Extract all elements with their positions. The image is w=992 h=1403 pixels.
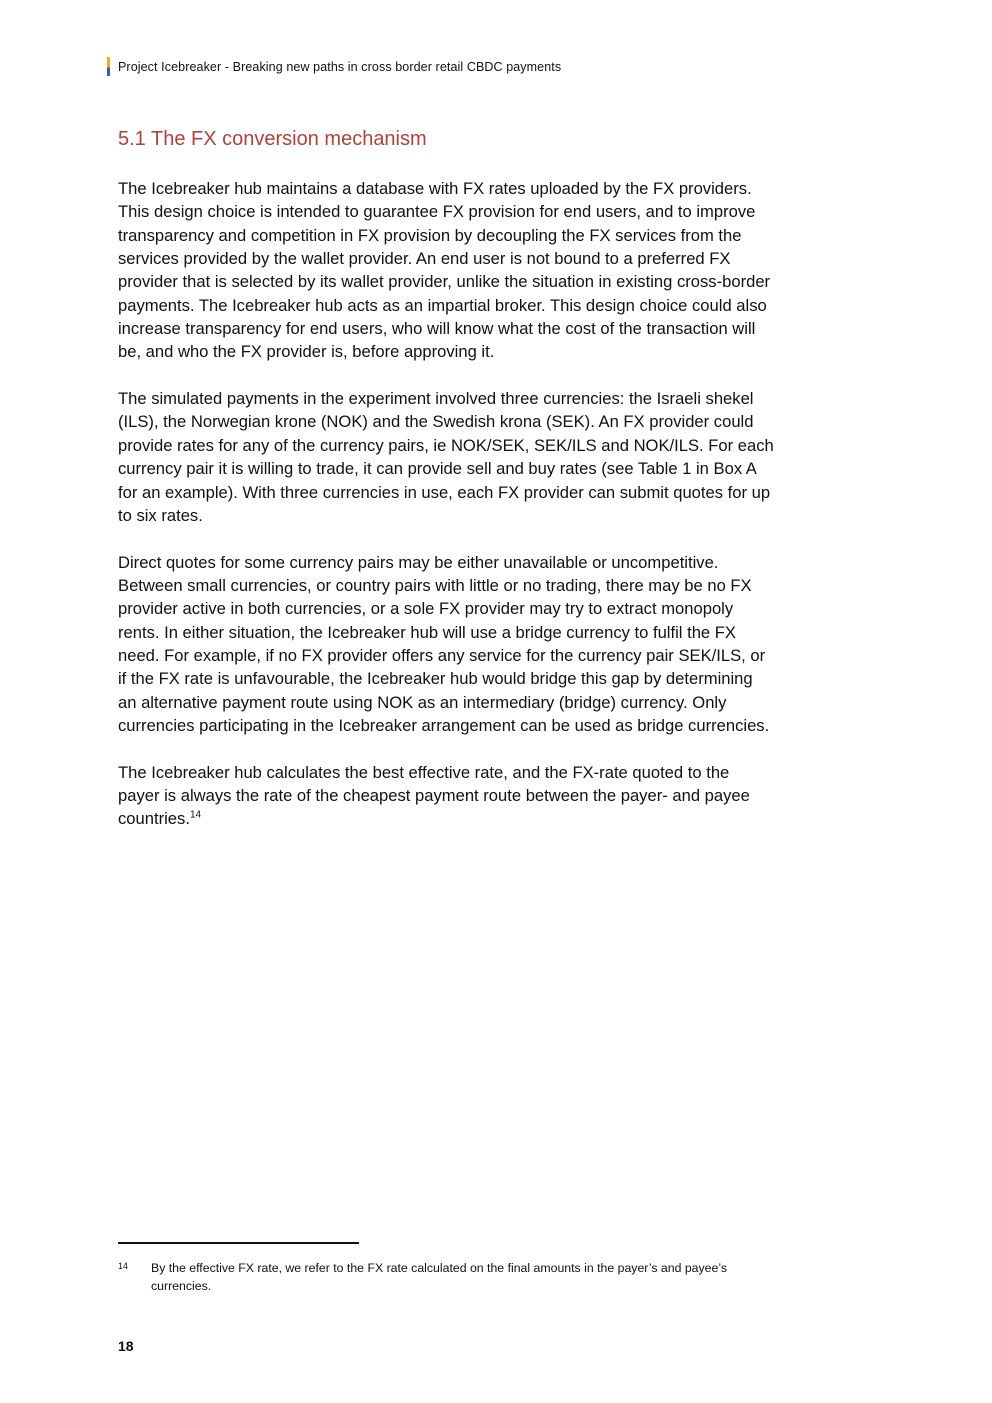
page-number: 18 <box>118 1338 134 1354</box>
paragraph-4 <box>118 761 774 831</box>
footnote-number: 14 <box>118 1261 129 1271</box>
footnote <box>118 1259 778 1295</box>
paragraph-1: The Icebreaker hub maintains a database with FX rates uploaded by the FX providers. This design choice is intended to guarantee FX provision for end users, and to improve transparency and competition in FX provision by decoupling the FX services from the services provided by the wallet provider. An end user is not bound to a preferred FX provider that is selected by its wallet provider, unlike the situation in existing cross-border payments. The Icebreaker hub acts as an impartial broker. This design choice could also increase transparency for end users, who will know what the cost of the transaction will be, and who the FX provider is, before approving it. <box>118 179 771 362</box>
running-header <box>107 57 561 76</box>
body-text <box>118 177 774 854</box>
paragraph-3: Direct quotes for some currency pairs may be either unavailable or uncompetitive. Between small currencies, or country pairs with little or no trading, there may be no FX provider active in both currencies, or a sole FX provider may try to extract monopoly rents. In either situation, the Icebreaker hub will use a bridge currency to fulfil the FX need. For example, if no FX provider offers any service for the currency pair SEK/ILS, or if the FX rate is unfavourable, the Icebreaker hub would bridge this gap by determining an alternative payment route using NOK as an intermediary (bridge) currency. Only currencies participating in the Icebreaker arrangement can be used as bridge currencies. <box>118 552 770 735</box>
section-heading: 5.1 The FX conversion mechanism <box>118 128 427 150</box>
paragraph-4-text: The Icebreaker hub calculates the best effective rate, and the FX-rate quoted to the payer is always the rate of the cheapest payment route between the payer- and payee countries. <box>118 762 750 829</box>
header-title: Project Icebreaker - Breaking new paths in cross border retail CBDC payments <box>118 59 562 74</box>
footnote-reference[interactable]: 14 <box>189 809 202 821</box>
paragraph-2: The simulated payments in the experiment involved three currencies: the Israeli shekel (ILS), the Norwegian krone (NOK) and the Swedish krona (SEK). An FX provider could provide rates for any of the currency pairs, ie NOK/SEK, SEK/ILS and NOK/ILS. For each currency pair it is willing to trade, it can provide sell and buy rates (see Table 1 in Box A for an example). With three currencies in use, each FX provider can submit quotes for up to six rates. <box>118 389 774 525</box>
footnote-divider <box>118 1242 359 1244</box>
header-accent-bar <box>107 57 110 76</box>
footnote-text: By the effective FX rate, we refer to the FX rate calculated on the final amounts in the payer’s and payee’s currencies. <box>151 1261 728 1293</box>
